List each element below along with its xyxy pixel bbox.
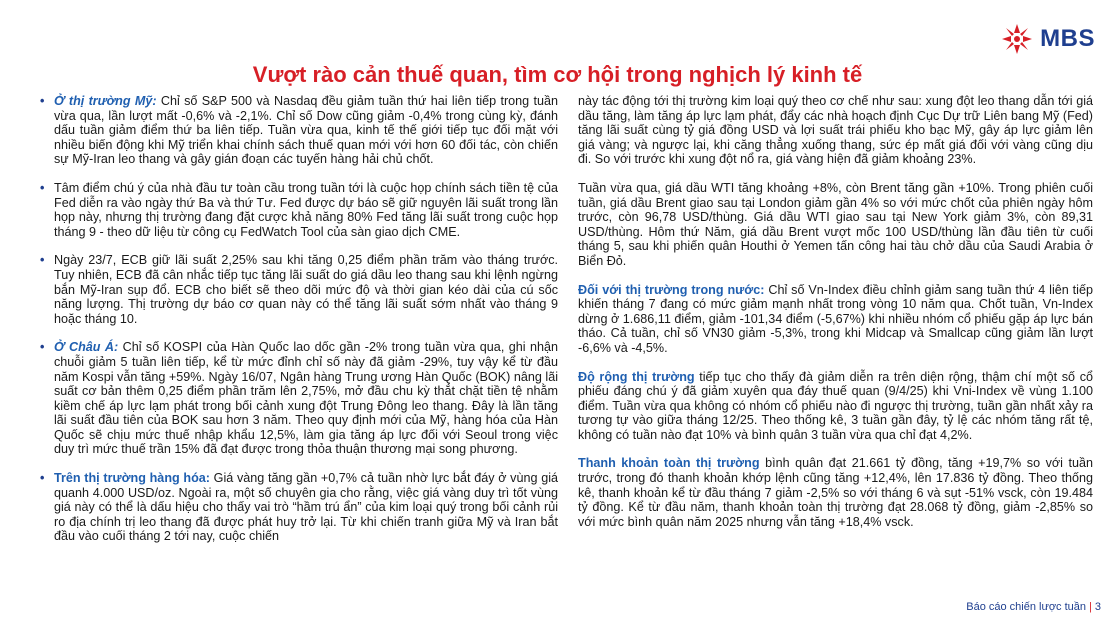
paragraph-text: tiếp tục cho thấy đà giảm diễn ra trên diện rộng, thậm chí một số cổ phiếu đáng chú ý đã giảm xuyên qua đáy thuế quan (9/4/25) khi Vni-Index về vùng 1.100 điểm. Tuần vừa qua không có nhóm cổ phiếu nào đi ngược thị trường, tuần gần nhất xảy ra tương tự vào giữa tháng 12/25. Theo thống kê, 3 tuần gần đây, tỷ lệ các nhóm tăng rất tệ, không có tuần nào đạt 10% và bình quân 3 tuần vừa qua chỉ đạt 4,2%. xyxy=(578,369,1093,442)
paragraph-market-breadth xyxy=(578,370,1093,443)
paragraph-lead: Đối với thị trường trong nước: xyxy=(578,282,765,297)
paragraph-text: Ngày 23/7, ECB giữ lãi suất 2,25% sau khi tăng 0,25 điểm phần trăm vào tháng trước. Tuy nhiên, ECB đã cân nhắc tiếp tục tăng lãi suất do giá dầu leo thang sau khi lệnh ngừng bắn Mỹ-Iran sụp đổ. ECB cho biết sẽ theo dõi mức độ và thời gian kéo dài của cú sốc năng lượng. Thị trường dự báo cơ quan này có thể tăng lãi suất sớm nhất vào tháng 9 hoặc tháng 10. xyxy=(54,253,558,326)
paragraph-ecb xyxy=(40,253,558,326)
paragraph-text: Giá vàng tăng gần +0,7% cả tuần nhờ lực bắt đáy ở vùng giá quanh 4.000 USD/oz. Ngoài ra, một số chuyên gia cho rằng, việc giá vàng duy trì tốt vùng giá này có thể là dấu hiệu cho thấy vai trò “hầm trú ẩn” của kim loại quý trong bối cảnh rủi ro địa chính trị leo thang đã được phát huy trở lại. Từ khi chiến tranh giữa Mỹ và Iran bắt đầu vào cuối tháng 2 tới nay, cuộc chiến xyxy=(54,471,558,544)
paragraph-text: này tác động tới thị trường kim loại quý theo cơ chế như sau: xung đột leo thang dẫn tới giá dầu tăng, làm tăng áp lực lạm phát, đẩy các nhà hoạch định Cục Dự trữ Liên bang Mỹ (Fed) tăng lãi suất cùng tỷ giá đồng USD và lợi suất trái phiếu kho bạc Mỹ, gây áp lực giảm lên giá vàng; và ngược lại, khi căng thẳng xuống thang, sức ép mất giá đối với vàng cũng dịu đi. So với trước khi xung đột nổ ra, giá vàng hiện đã giảm khoảng 23%. xyxy=(578,94,1093,167)
paragraph-text: Tuần vừa qua, giá dầu WTI tăng khoảng +8%, còn Brent tăng gần +10%. Trong phiên cuối tuần, giá dầu Brent giao sau tại London giảm gần 4% so với mức chốt của phiên ngày hôm trước, còn 96,78 USD/thùng. Giá dầu WTI giao sau tại New York giảm 3%, còn 89,31 USD/thùng. Hôm thứ Năm, giá dầu Brent vượt mốc 100 USD/thùng lần đầu tiên từ cuối tháng 5, sau khi phiến quân Houthi ở Yemen tấn công hai tàu chở dầu của Saudi Arabia ở Biển Đỏ. xyxy=(578,180,1093,268)
paragraph-fed-focus xyxy=(40,181,558,239)
logo-text: MBS xyxy=(1040,25,1095,52)
paragraph-text: Tâm điểm chú ý của nhà đầu tư toàn cầu trong tuần tới là cuộc họp chính sách tiền tệ của Fed diễn ra vào ngày thứ Ba và thứ Tư. Fed được dự báo sẽ giữ nguyên lãi suất trong lần họp này, nhưng thị trường đang đặt cược khả năng 80% Fed tăng lãi suất trong cuộc họp tháng 9 - theo dữ liệu từ công cụ FedWatch Tool của sàn giao dịch CME. xyxy=(54,180,558,239)
left-column xyxy=(40,94,558,558)
paragraph-gold-mechanism xyxy=(578,94,1093,167)
paragraph-us-market xyxy=(40,94,558,167)
bullet: • xyxy=(40,180,45,195)
page-footer xyxy=(966,601,1101,613)
mbs-logo xyxy=(1000,22,1095,56)
paragraph-asia xyxy=(40,340,558,457)
paragraph-oil xyxy=(578,181,1093,269)
page-number: 3 xyxy=(1094,601,1101,613)
bullet: • xyxy=(40,340,45,355)
paragraph-liquidity xyxy=(578,456,1093,529)
paragraph-lead: Ở Châu Á: xyxy=(54,340,119,355)
paragraph-lead: Trên thị trường hàng hóa: xyxy=(54,471,210,486)
bullet: • xyxy=(40,253,45,268)
paragraph-commodities xyxy=(40,471,558,544)
paragraph-domestic-market xyxy=(578,283,1093,356)
footer-separator: | xyxy=(1089,601,1092,613)
paragraph-text: Chỉ số S&P 500 và Nasdaq đều giảm tuần thứ hai liên tiếp trong tuần vừa qua, lần lượt mất -0,6% và -2,1%. Chỉ số Dow cũng giảm -0,4% trong cùng kỳ, đánh dấu tuần giảm điểm thứ ba liên tiếp. Tuần vừa qua, kinh tế thế giới tiếp tục đối mặt với nhiều biến động khi Mỹ triển khai chính sách thuế quan mới với hơn 60 đối tác, còn chiến sự Mỹ-Iran leo thang và gây gián đoạn các tuyến hàng hải chủ chốt. xyxy=(54,94,558,167)
paragraph-text: Chỉ số Vn-Index điều chỉnh giảm sang tuần thứ 4 liên tiếp khiến tháng 7 đang có mức giảm mạnh nhất trong vòng 10 năm qua. Chốt tuần, Vn-Index dừng ở 1.686,11 điểm, giảm -101,34 điểm (-5,67%) khi nhiều nhóm cổ phiếu gặp áp lực bán tháo. Cả tuần, chỉ số VN30 giảm -5,3%, trong khi Midcap và Smallcap cũng giảm lần lượt -6,6% và -4,5%. xyxy=(578,282,1093,355)
right-column xyxy=(578,94,1093,543)
mbs-logo-icon xyxy=(1000,22,1034,56)
footer-label: Báo cáo chiến lược tuần xyxy=(966,601,1087,613)
bullet: • xyxy=(40,94,45,108)
page-title: Vượt rào cản thuế quan, tìm cơ hội trong nghịch lý kinh tế xyxy=(252,62,863,87)
paragraph-lead: Ở thị trường Mỹ: xyxy=(54,94,157,108)
paragraph-lead: Thanh khoản toàn thị trường xyxy=(578,456,760,471)
bullet: • xyxy=(40,471,45,486)
paragraph-text: Chỉ số KOSPI của Hàn Quốc lao dốc gần -2% trong tuần vừa qua, ghi nhận chuỗi giảm 5 tuần liên tiếp, kể từ mức đỉnh chỉ số này đã giảm -29%, tuy vậy kể từ đầu năm Kospi vẫn tăng +59%. Ngày 16/07, Ngân hàng Trung ương Hàn Quốc (BOK) nâng lãi suất cơ bản thêm 0,25 điểm phần trăm lên 2,75%, mở đầu chu kỳ thắt chặt tiền tệ nhằm kiềm chế áp lực lạm phát trong bối cảnh xung đột Trung Đông leo thang. Đây là lần tăng lãi suất đầu tiên của BOK sau hơn 3 năm. Theo quy định mới của Mỹ, hàng hóa của Hàn Quốc sẽ chịu mức thuế nhập khẩu 12,5%, làm gia tăng áp lực đối với Seoul trong việc duy trì mức thuế trần 15% đã đạt được trong thỏa thuận thương mại song phương. xyxy=(54,340,558,457)
paragraph-lead: Độ rộng thị trường xyxy=(578,369,695,384)
paragraph-text: bình quân đạt 21.661 tỷ đồng, tăng +19,7% so với tuần trước, trong đó thanh khoản khớp lệnh cũng tăng +12,4%, lên 17.836 tỷ đồng. Theo thống kê, thanh khoản kể từ đầu tháng 7 giảm -2,5% so với tháng 6 và sụt -51% vsck, còn 19.484 tỷ đồng. Kể từ đầu năm, thanh khoản toàn thị trường đạt 28.068 tỷ đồng, giảm -2,85% so với mức bình quân năm 2025 nhưng vẫn tăng +18,4% vsck. xyxy=(578,456,1094,529)
